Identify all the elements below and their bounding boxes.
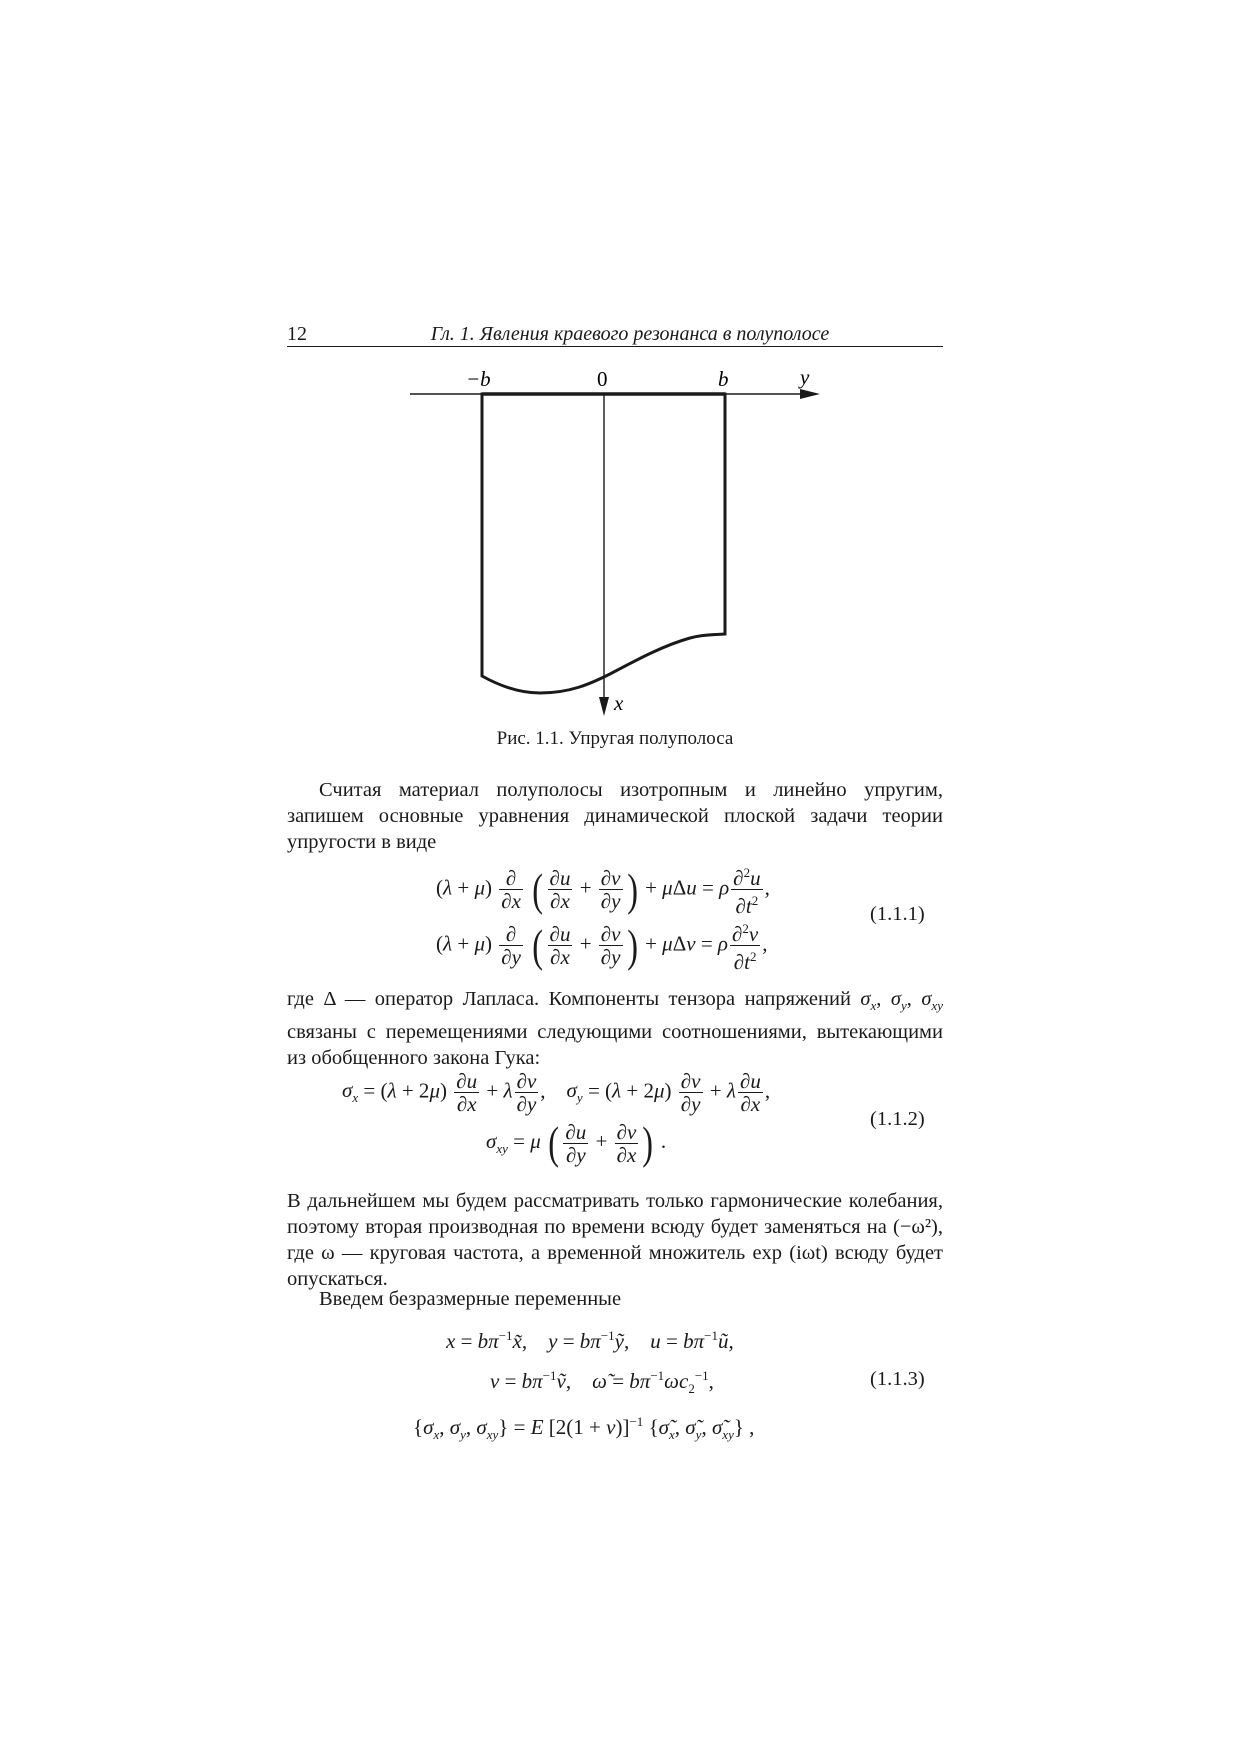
label-y: y — [800, 365, 810, 389]
equation-1-1-3-line-2: $v = b\pi^{-1}ṽ$, ω̃ = $b\pi^{-1}\omega c_2^{-1}$, — [490, 1368, 714, 1397]
equation-1-1-1-line-1: (λ + μ) $\frac{\partial}{\partial x}$ ( $\frac{\partial u}{\partial x}$ + $\frac{\partial v}{\partial y}$ ) + μΔu = ρ $\frac{\partial^2u}{\partial t^2}$ , — [436, 863, 770, 918]
paragraph-3-text: В дальнейшем мы будем рассматривать только гармонические колебания, поэтому вторая производная по времени всюду будет заменяться на (−ω²), где ω — круговая частота, а временной множитель exp (iωt) всюду будет опускаться. — [287, 1190, 943, 1290]
equation-1-1-2-line-2: $\sigma_{xy} = \mu$ ( $\frac{\partial u}{\partial y}$ + $\frac{\partial v}{\partial x}$ ) . — [486, 1117, 667, 1168]
paragraph-2-text-after: связаны с перемещениями следующими соотношениями, вытекающими из обобщенного закона Гука: — [287, 1021, 943, 1070]
equation-1-1-1-line-2: (λ + μ) $\frac{\partial}{\partial y}$ ( $\frac{\partial u}{\partial x}$ + $\frac{\partial v}{\partial y}$ ) + μΔv = ρ $\frac{\partial^2v}{\partial t^2}$ , — [436, 919, 768, 974]
paragraph-4 — [287, 1286, 943, 1312]
paragraph-3 — [287, 1188, 943, 1292]
equation-1-1-3-line-3: {$\sigma_x$, $\sigma_y$, $\sigma_{xy}\} = E$ $[2(1 + \nu)]^{-1}$ {$\sigmã_x$, $\sigmã_y$, $\sigmã_{xy}$} , — [413, 1414, 755, 1443]
paragraph-1 — [287, 777, 943, 855]
paragraph-4-text: Введем безразмерные переменные — [319, 1288, 622, 1310]
label-zero: 0 — [597, 367, 608, 391]
page-number: 12 — [287, 323, 307, 345]
equation-number-1-1-3: (1.1.3) — [870, 1368, 925, 1390]
x-axis-arrowhead — [599, 697, 609, 716]
paragraph-1-text: Считая материал полуполосы изотропным и линейно упругим, запишем основные уравнения динамической плоской задачи теории упругости в виде — [287, 779, 943, 853]
y-axis-arrowhead — [800, 389, 820, 399]
label-minus-b: −b — [466, 367, 491, 391]
paragraph-2-text-before: где Δ — оператор Лапласа. Компоненты тензора напряжений — [287, 988, 861, 1010]
equation-number-1-1-1: (1.1.1) — [870, 903, 925, 925]
equation-1-1-3-line-1: $x = b\pi^{-1}x̃$, $y = b\pi^{-1}ỹ$, $u = b\pi^{-1}ũ$, — [446, 1328, 734, 1353]
equation-1-1-2-line-1: $\sigma_x = (\lambda + 2\mu)$ $\frac{\partial u}{\partial x}$ + λ $\frac{\partial v}{\partial y}$ , $\sigma_y = (\lambda + 2\mu)$ $\frac{\partial v}{\partial y}$ + λ $\frac{\partial u}{\partial x}$ , — [342, 1069, 771, 1116]
running-title: Гл. 1. Явления краевого резонанса в полуполосе — [430, 323, 830, 345]
paragraph-2: где Δ — оператор Лапласа. Компоненты тензора напряжений $\sigma_x$, $\sigma_y$, $\sigma_{xy}$ связаны с перемещениями следующими соотношениями, вытекающими из обобщенного закона Гука: — [287, 988, 944, 1070]
equation-number-1-1-2: (1.1.2) — [870, 1108, 925, 1130]
label-x: x — [614, 691, 624, 715]
figure-caption: Рис. 1.1. Упругая полуполоса — [496, 728, 734, 749]
label-b: b — [718, 367, 729, 391]
figure-elastic-half-strip — [0, 0, 1241, 760]
